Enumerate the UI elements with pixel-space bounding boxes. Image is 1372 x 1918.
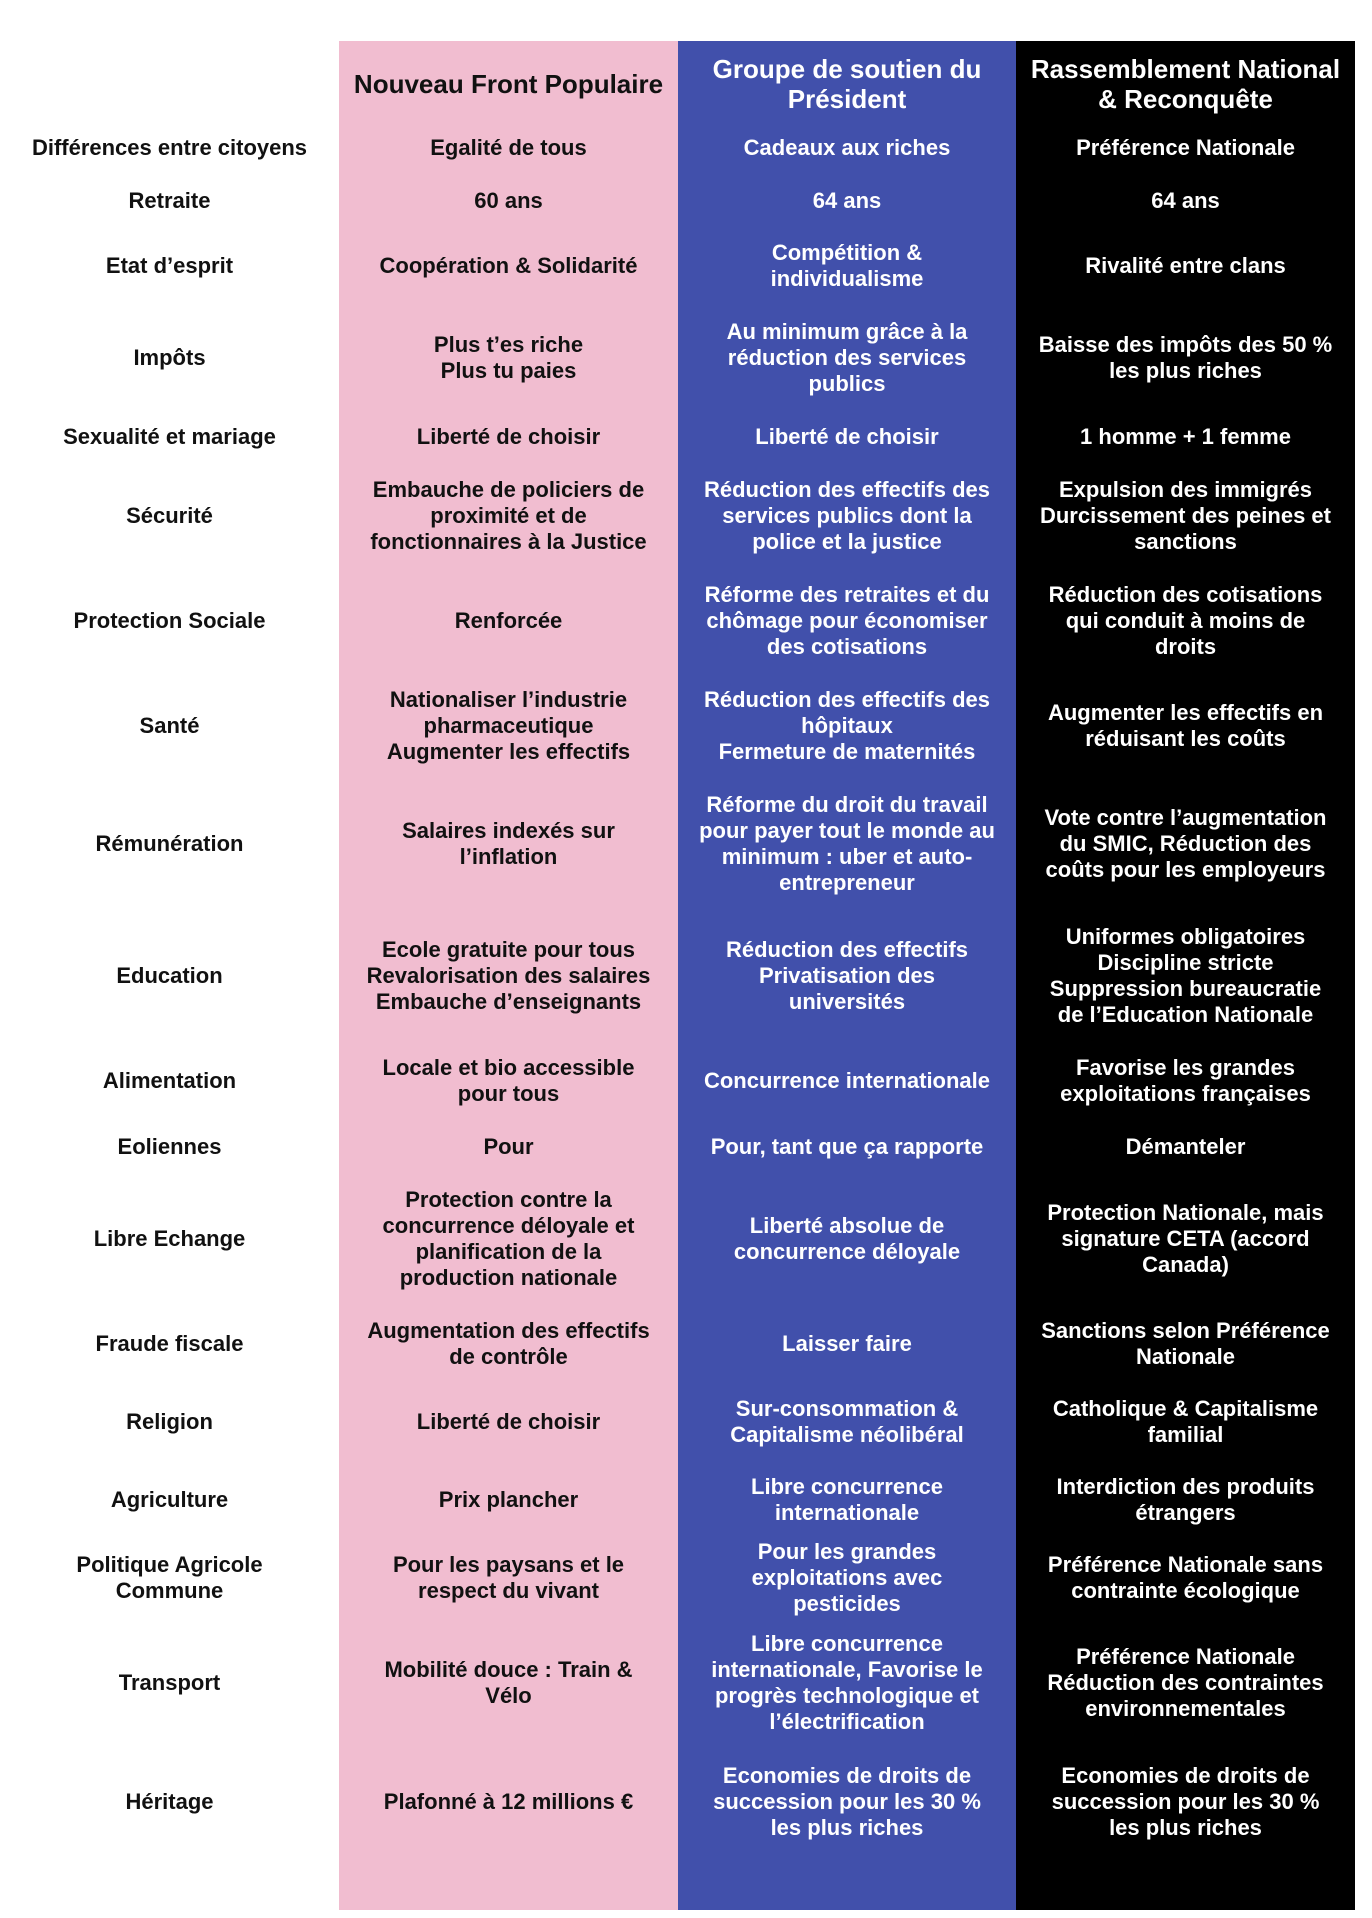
table-row xyxy=(0,1749,1355,1854)
rn-cell: Réduction des cotisations qui conduit à moins de droits xyxy=(1048,581,1323,659)
rn-cell: Préférence Nationale sans contrainte écologique xyxy=(1047,1552,1324,1603)
row-label: Politique Agricole Commune xyxy=(76,1552,263,1603)
rn-cell: Démanteler xyxy=(1125,1133,1246,1159)
nfp-cell: Protection contre la concurrence déloyale et planification de la production nationale xyxy=(382,1187,635,1290)
table-row xyxy=(0,121,1355,174)
header-president: Groupe de soutien du Président xyxy=(712,54,982,114)
table-row xyxy=(0,673,1355,778)
president-cell: 64 ans xyxy=(812,187,882,213)
row-label: Impôts xyxy=(133,344,206,370)
president-cell: Laisser faire xyxy=(782,1331,912,1356)
table-row xyxy=(0,910,1355,1042)
row-label: Protection Sociale xyxy=(73,607,266,633)
rn-cell: Expulsion des immigrés Durcissement des peines et sanctions xyxy=(1039,476,1331,554)
president-cell: Compétition & individualisme xyxy=(770,240,924,291)
president-cell: Pour les grandes exploitations avec pesticides xyxy=(751,1539,943,1616)
table-row xyxy=(0,1617,1355,1749)
row-label: Fraude fiscale xyxy=(95,1331,244,1356)
nfp-cell: Prix plancher xyxy=(438,1487,579,1512)
nfp-cell: Pour les paysans et le respect du vivant xyxy=(392,1552,625,1603)
header-nfp: Nouveau Front Populaire xyxy=(353,69,664,99)
nfp-cell: Augmentation des effectifs de contrôle xyxy=(367,1318,650,1369)
president-cell: Cadeaux aux riches xyxy=(743,134,951,160)
table-row xyxy=(0,1461,1355,1539)
president-cell: Au minimum grâce à la réduction des services publics xyxy=(726,318,968,396)
nfp-cell: Salaires indexés sur l’inflation xyxy=(402,818,615,869)
row-label: Alimentation xyxy=(102,1068,237,1093)
nfp-cell: Mobilité douce : Train & Vélo xyxy=(384,1657,633,1708)
table-row xyxy=(0,1305,1355,1383)
table-row xyxy=(0,227,1355,305)
nfp-cell: Plus t’es riche Plus tu paies xyxy=(433,331,584,383)
rn-cell: Vote contre l’augmentation du SMIC, Réduction des coûts pour les employeurs xyxy=(1044,805,1327,882)
table-row xyxy=(0,1173,1355,1305)
row-label: Agriculture xyxy=(110,1487,229,1512)
table-row xyxy=(0,174,1355,227)
rn-cell: Préférence Nationale Réduction des contraintes environnementales xyxy=(1047,1644,1324,1721)
header-empty xyxy=(0,41,339,121)
nfp-cell: Plafonné à 12 millions € xyxy=(383,1788,634,1814)
president-cell: Libre concurrence internationale xyxy=(751,1474,943,1525)
table-row xyxy=(0,568,1355,673)
president-cell: Liberté de choisir xyxy=(755,423,939,449)
rn-cell: Uniformes obligatoires Discipline stricte Suppression bureaucratie de l’Education Nationale xyxy=(1049,924,1322,1027)
nfp-cell: Ecole gratuite pour tous Revalorisation des salaires Embauche d’enseignants xyxy=(366,937,651,1014)
nfp-cell: Liberté de choisir xyxy=(416,1409,601,1434)
header-row xyxy=(0,41,1355,121)
nfp-cell: Locale et bio accessible pour tous xyxy=(382,1055,635,1106)
nfp-cell: 60 ans xyxy=(474,187,543,213)
president-cell: Réduction des effectifs des hôpitaux Fermeture de maternités xyxy=(703,686,991,764)
row-label: Eoliennes xyxy=(117,1133,222,1159)
rn-cell: Catholique & Capitalisme familial xyxy=(1052,1396,1319,1447)
rn-cell: Protection Nationale, mais signature CETA (accord Canada) xyxy=(1047,1200,1324,1277)
row-label: Sexualité et mariage xyxy=(63,423,276,449)
rn-cell: Préférence Nationale xyxy=(1076,134,1295,160)
rn-cell: 64 ans xyxy=(1151,187,1220,213)
table-row xyxy=(0,1539,1355,1617)
table-row xyxy=(0,410,1355,463)
rn-cell: Rivalité entre clans xyxy=(1085,253,1286,278)
rn-cell: 1 homme + 1 femme xyxy=(1080,423,1291,449)
table-row xyxy=(0,463,1355,568)
nfp-cell: Embauche de policiers de proximité et de fonctionnaires à la Justice xyxy=(370,476,647,554)
header-rn: Rassemblement National & Reconquête xyxy=(1030,54,1341,114)
president-cell: Réduction des effectifs Privatisation des universités xyxy=(725,937,969,1014)
nfp-cell: Egalité de tous xyxy=(430,134,587,160)
nfp-cell: Nationaliser l’industrie pharmaceutique Augmenter les effectifs xyxy=(386,686,631,764)
row-label: Religion xyxy=(126,1409,213,1434)
president-cell: Libre concurrence internationale, Favorise le progrès technologique et l’électrification xyxy=(711,1631,983,1734)
comparison-table xyxy=(0,41,1355,1854)
table-row xyxy=(0,1120,1355,1173)
row-label: Libre Echange xyxy=(93,1226,246,1251)
rn-cell: Sanctions selon Préférence Nationale xyxy=(1041,1318,1330,1369)
table-row xyxy=(0,305,1355,410)
table-row xyxy=(0,1383,1355,1461)
president-cell: Sur-consommation & Capitalisme néolibéral xyxy=(730,1396,964,1447)
table-row xyxy=(0,1042,1355,1120)
nfp-cell: Renforcée xyxy=(454,607,563,633)
row-label: Santé xyxy=(139,712,200,738)
rn-cell: Economies de droits de succession pour les 30 % les plus riches xyxy=(1051,1762,1320,1840)
nfp-cell: Pour xyxy=(483,1133,534,1159)
nfp-cell: Coopération & Solidarité xyxy=(379,253,638,278)
president-cell: Economies de droits de succession pour les 30 % les plus riches xyxy=(713,1762,981,1840)
nfp-cell: Liberté de choisir xyxy=(416,423,601,449)
table-row xyxy=(0,778,1355,910)
row-label: Transport xyxy=(118,1670,221,1695)
president-cell: Concurrence internationale xyxy=(703,1068,991,1093)
row-label: Héritage xyxy=(125,1788,214,1814)
row-label: Rémunération xyxy=(95,831,244,856)
president-cell: Liberté absolue de concurrence déloyale xyxy=(733,1213,961,1264)
row-label: Education xyxy=(116,963,223,988)
rn-cell: Baisse des impôts des 50 % les plus riches xyxy=(1038,331,1333,383)
president-cell: Réforme du droit du travail pour payer tout le monde au minimum : uber et auto- entrepreneur xyxy=(699,792,995,895)
rn-cell: Interdiction des produits étrangers xyxy=(1056,1474,1315,1525)
rn-cell: Augmenter les effectifs en réduisant les coûts xyxy=(1047,699,1324,751)
row-label: Retraite xyxy=(128,187,211,213)
president-cell: Pour, tant que ça rapporte xyxy=(710,1133,984,1159)
row-label: Etat d’esprit xyxy=(105,253,234,278)
row-label: Sécurité xyxy=(126,502,213,528)
rn-cell: Favorise les grandes exploitations françaises xyxy=(1060,1055,1311,1106)
row-label: Différences entre citoyens xyxy=(31,134,308,160)
president-cell: Réforme des retraites et du chômage pour économiser des cotisations xyxy=(704,581,990,659)
president-cell: Réduction des effectifs des services publics dont la police et la justice xyxy=(703,476,991,554)
